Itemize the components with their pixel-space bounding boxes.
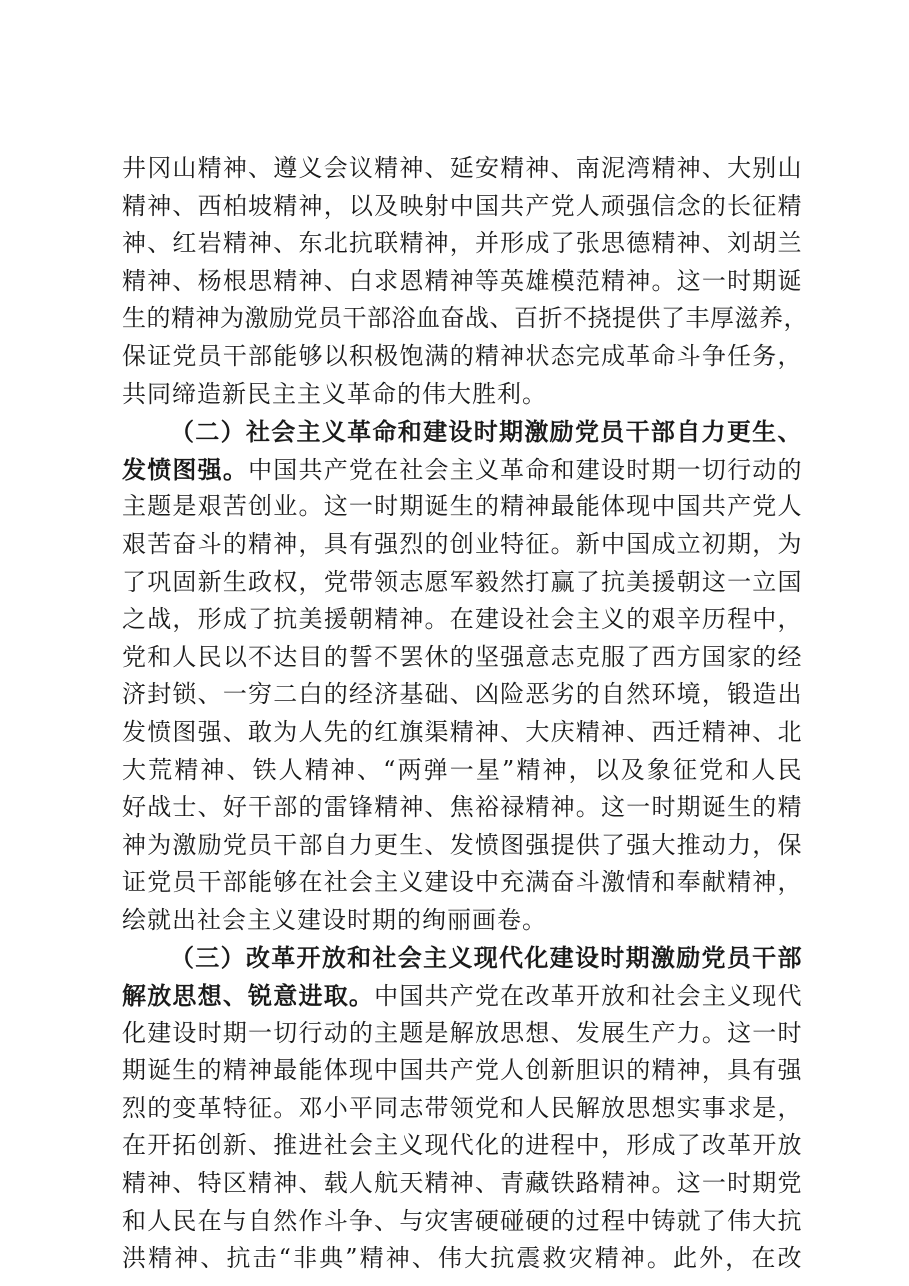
text-line: 神、红岩精神、东北抗联精神，并形成了张思德精神、刘胡兰 <box>122 229 802 258</box>
text-line: 保证党员干部能够以积极饱满的精神状态完成革命斗争任务， <box>122 341 802 370</box>
text-line: 井冈山精神、遵义会议精神、延安精神、南泥湾精神、大别山 <box>122 154 802 182</box>
section-heading-2-continued: 发愤图强。 <box>122 454 249 484</box>
text-line: 生的精神为激励党员干部浴血奋战、百折不挠提供了丰厚滋养， <box>122 304 808 333</box>
text-line: 证党员干部能够在社会主义建设中充满奋斗激情和奉献精神， <box>122 868 802 897</box>
text-line: 精神、特区精神、载人航天精神、青藏铁路精神。这一时期党 <box>122 1169 802 1198</box>
text-line: 和人民在与自然作斗争、与灾害硬碰硬的过程中铸就了伟大抗 <box>122 1206 802 1235</box>
text-line <box>122 451 802 489</box>
paragraph-new-democratic-revolution <box>122 150 808 413</box>
text-run: 中国共产党在社会主义革命和建设时期一切行动的 <box>248 455 803 484</box>
text-line: 烈的变革特征。邓小平同志带领党和人民解放思想实事求是， <box>122 1093 802 1122</box>
text-line: 济封锁、一穷二白的经济基础、凶险恶劣的自然环境，锻造出 <box>122 680 802 709</box>
text-run: 中国共产党在改革开放和社会主义现代 <box>374 982 803 1011</box>
text-line: 精神、杨根思精神、白求恩精神等英雄模范精神。这一时期诞 <box>122 266 802 295</box>
text-line: 之战，形成了抗美援朝精神。在建设社会主义的艰辛历程中， <box>122 605 802 634</box>
text-line: 共同缔造新民主主义革命的伟大胜利。 <box>122 379 547 408</box>
text-line: 洪精神、抗击“非典”精神、伟大抗震救灾精神。此外，在改 <box>122 1244 802 1273</box>
text-line: 党和人民以不达目的誓不罢休的坚强意志克服了西方国家的经 <box>122 642 802 671</box>
section-heading-2: （二）社会主义革命和建设时期激励党员干部自力更生、 <box>170 417 802 447</box>
paragraph-reform-and-opening <box>122 939 802 1277</box>
text-line: 期诞生的精神最能体现中国共产党人创新胆识的精神，具有强 <box>122 1056 802 1085</box>
text-line: 主题是艰苦创业。这一时期诞生的精神最能体现中国共产党人 <box>122 492 802 521</box>
text-line: 在开拓创新、推进社会主义现代化的进程中，形成了改革开放 <box>122 1131 802 1160</box>
text-line: 神为激励党员干部自力更生、发愤图强提供了强大推动力，保 <box>122 830 802 859</box>
text-line <box>122 977 802 1015</box>
text-line: 发愤图强、敢为人先的红旗渠精神、大庆精神、西迁精神、北 <box>122 717 802 746</box>
document-page <box>122 150 808 1278</box>
paragraph-socialist-construction <box>122 413 802 939</box>
text-line: 了巩固新生政权，党带领志愿军毅然打赢了抗美援朝这一立国 <box>122 567 802 596</box>
text-line: 艰苦奋斗的精神，具有强烈的创业特征。新中国成立初期，为 <box>122 529 802 558</box>
text-line: 大荒精神、铁人精神、“两弹一星”精神，以及象征党和人民 <box>122 755 802 784</box>
section-heading-3: （三）改革开放和社会主义现代化建设时期激励党员干部 <box>170 943 802 973</box>
text-line: 好战士、好干部的雷锋精神、焦裕禄精神。这一时期诞生的精 <box>122 793 802 822</box>
text-line: 化建设时期一切行动的主题是解放思想、发展生产力。这一时 <box>122 1018 802 1047</box>
section-heading-3-continued: 解放思想、锐意进取。 <box>122 981 375 1011</box>
text-line: 精神、西柏坡精神，以及映射中国共产党人顽强信念的长征精 <box>122 191 802 220</box>
text-line: 绘就出社会主义建设时期的绚丽画卷。 <box>122 905 547 934</box>
